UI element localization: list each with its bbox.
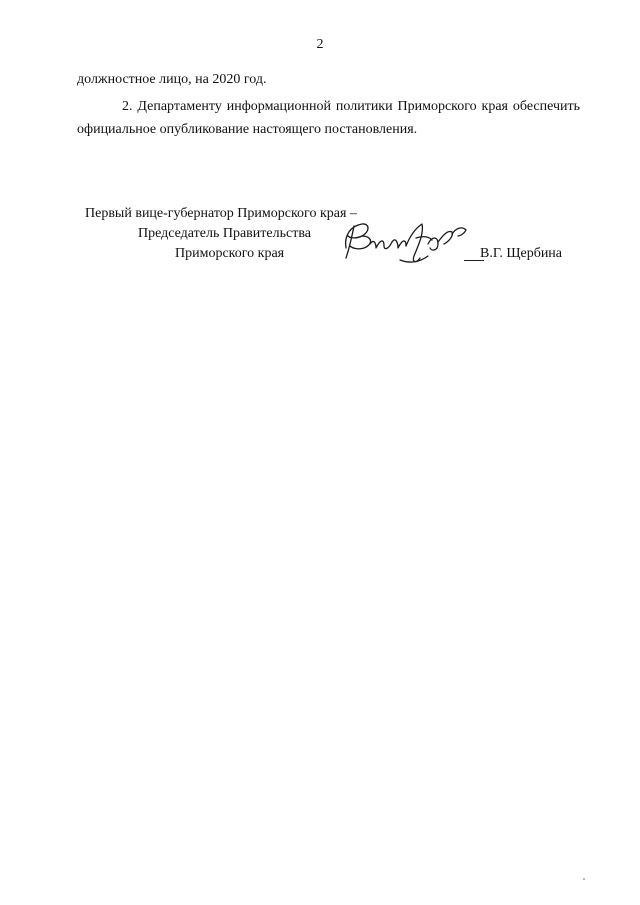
- signatory-title-line-2: Председатель Правительства: [138, 226, 311, 241]
- signatory-title-line-1: Первый вице-губернатор Приморского края –: [85, 206, 357, 221]
- page-number: 2: [316, 37, 324, 52]
- text-line-continuation: должностное лицо, на 2020 год.: [77, 72, 267, 87]
- handwritten-signature-icon: [340, 214, 490, 270]
- signatory-title-line-3: Приморского края: [175, 246, 285, 261]
- signatory-name: В.Г. Щербина: [480, 246, 563, 261]
- paragraph-2: 2. Департаменту информационной политики Приморского края обеспечить официальное опубликование настоящего постановления.: [77, 99, 580, 137]
- scan-speck: [583, 878, 585, 880]
